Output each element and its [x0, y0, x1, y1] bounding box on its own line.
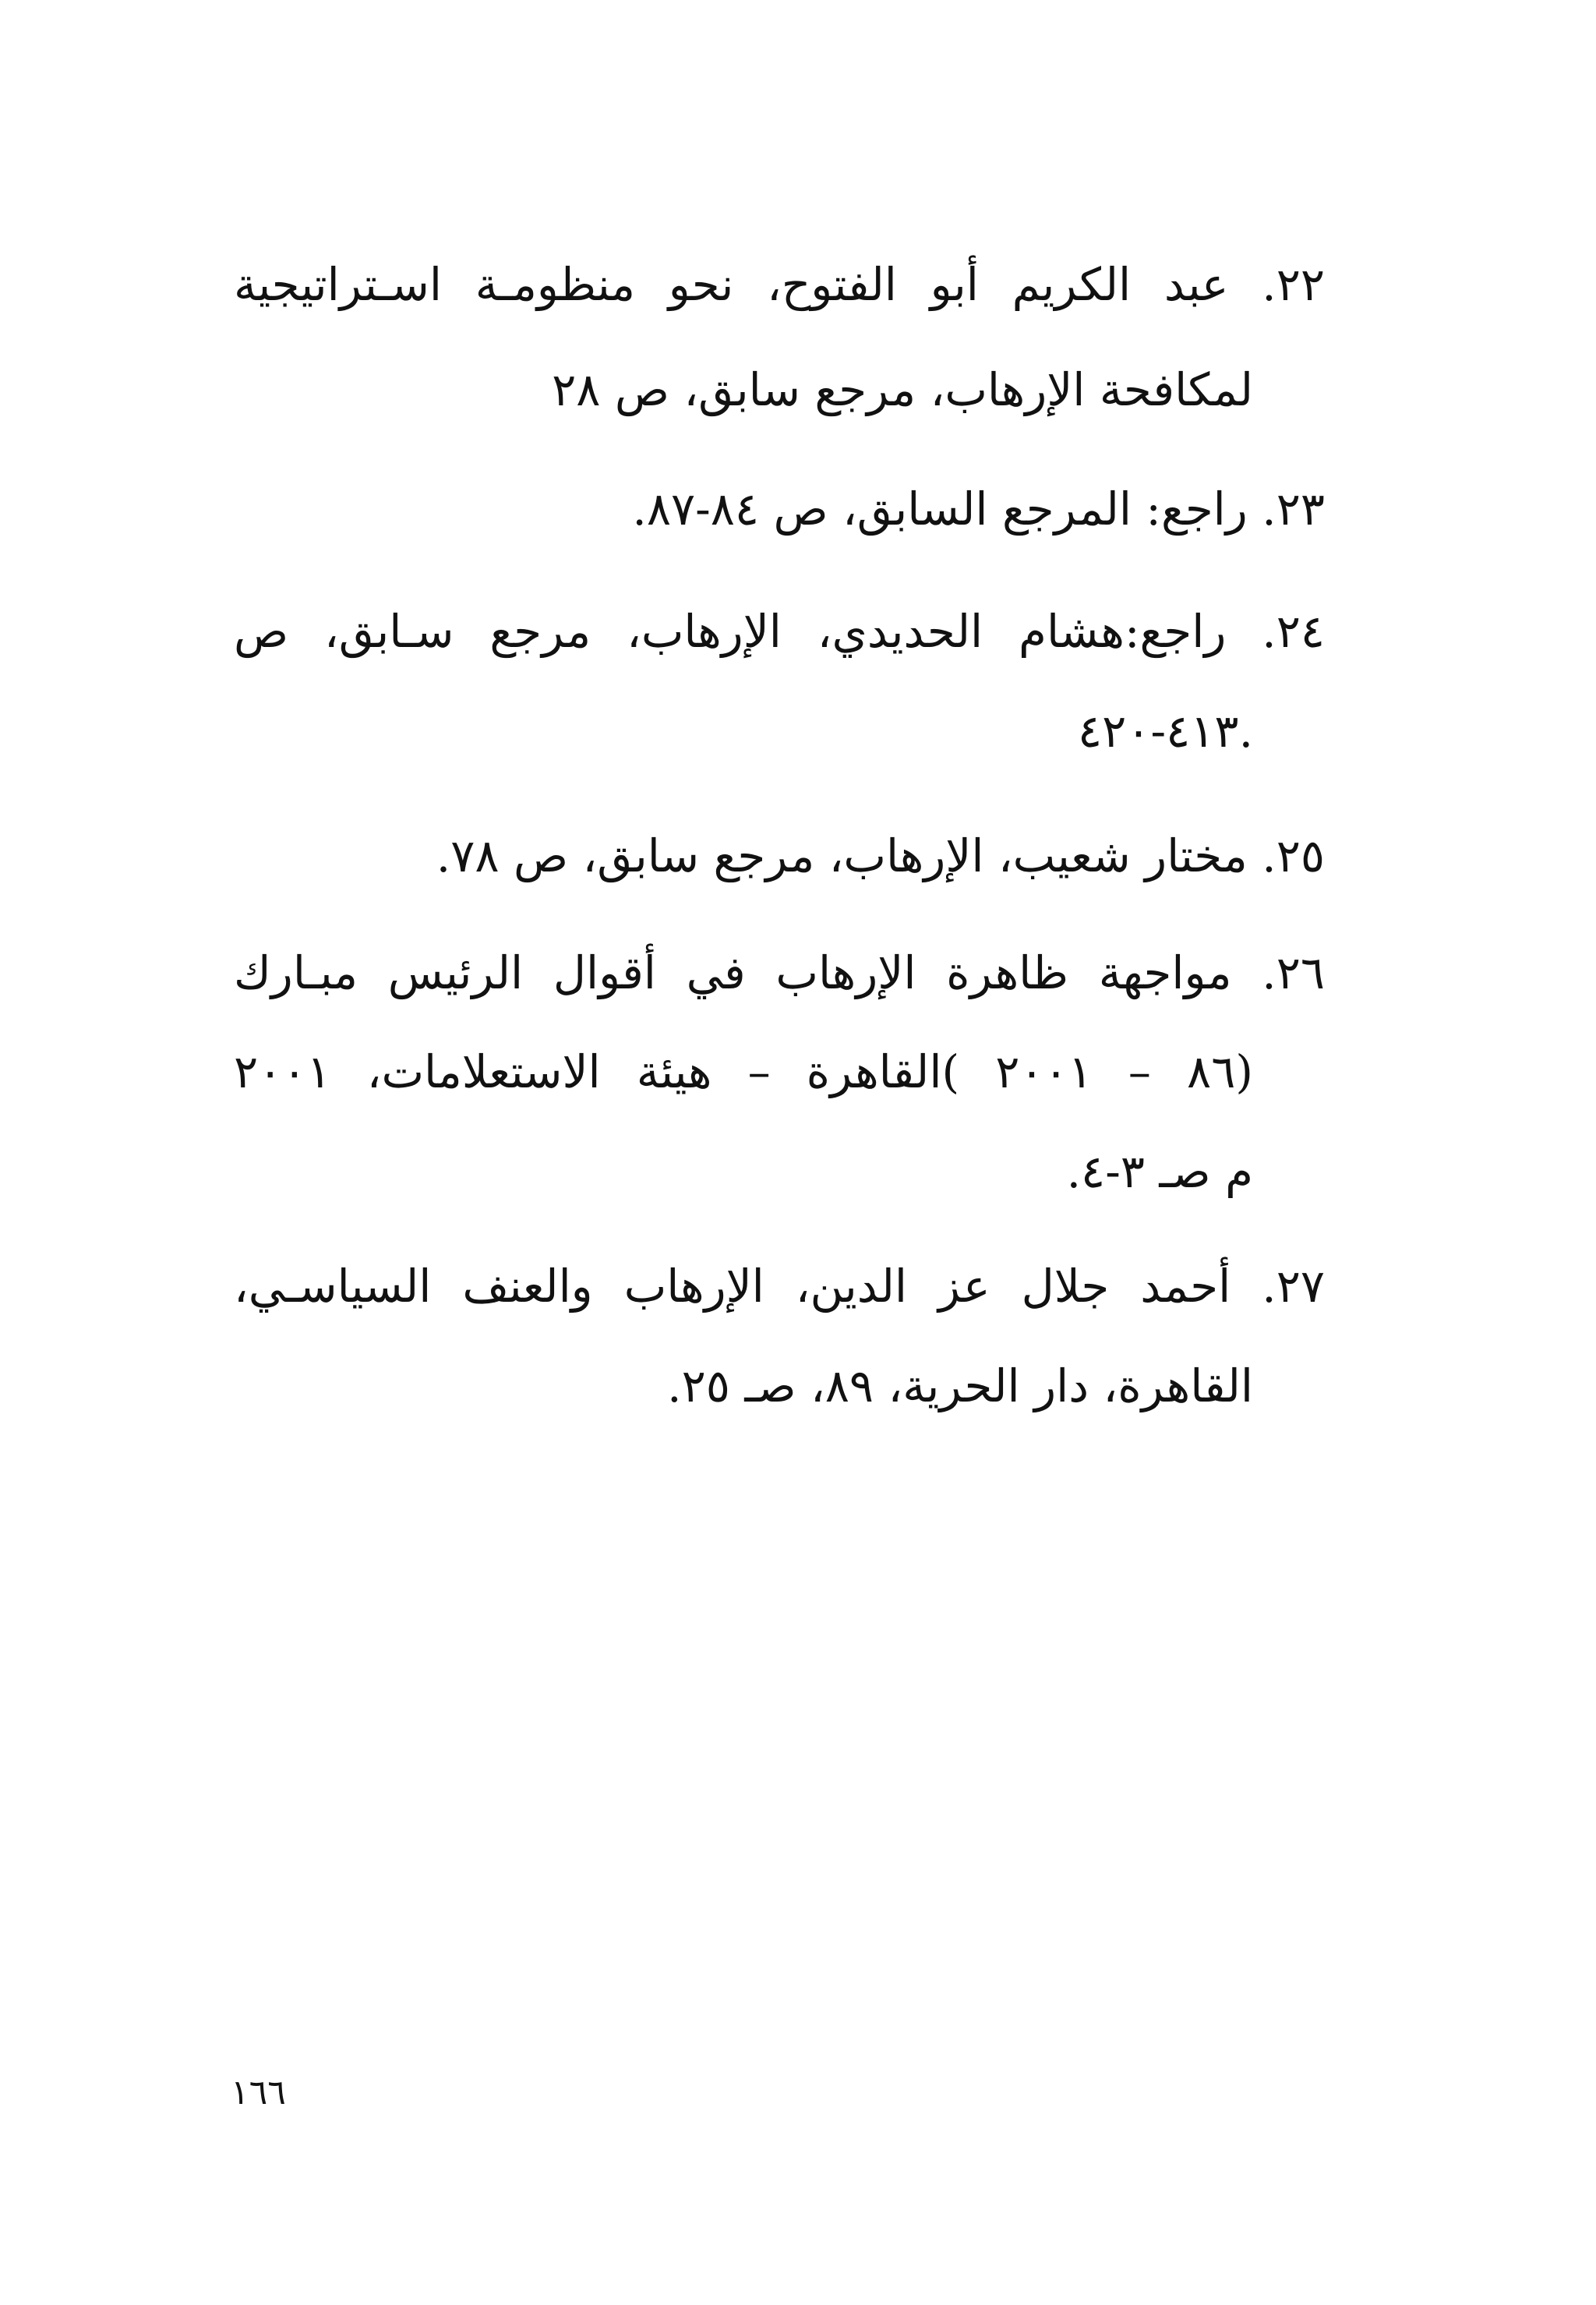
page-number: ١٦٦ [231, 2073, 286, 2112]
footnote-line: لمكافحة الإرهاب، مرجع سابق، ص ٢٨ [552, 363, 1253, 416]
footnote-line: ٢٤. راجع:هشام الحديدي، الإرهاب، مرجع سـابق، ص [234, 605, 1325, 658]
footnote-line: ٤١٣-٤٢٠. [1078, 705, 1253, 758]
footnote-line: م صـ ٣-٤. [1066, 1145, 1253, 1198]
footnote-line: ٢٣. راجع: المرجع السابق، ص ٨٤-٨٧. [632, 483, 1325, 536]
footnotes-list [234, 0, 1325, 1481]
footnote-line: ٢٧. أحمد جلال عز الدين، الإرهاب والعنف السياسـي، [234, 1260, 1325, 1313]
footnote-line: (٨٦ – ٢٠٠١ )القاهرة – هيئة الاستعلامات، ٢٠٠١ [234, 1045, 1253, 1098]
footnote-line: القاهرة، دار الحرية، ٨٩، صـ ٢٥. [667, 1359, 1253, 1412]
footnote-line: ٢٢. عبد الكريم أبو الفتوح، نحو منظومـة اسـتراتيجية [234, 258, 1325, 311]
footnote-line: ٢٥. مختار شعيب، الإرهاب، مرجع سابق، ص ٧٨. [436, 829, 1325, 882]
footnote-line: ٢٦. مواجهة ظاهرة الإرهاب في أقوال الرئيس مبـارك [234, 946, 1325, 999]
